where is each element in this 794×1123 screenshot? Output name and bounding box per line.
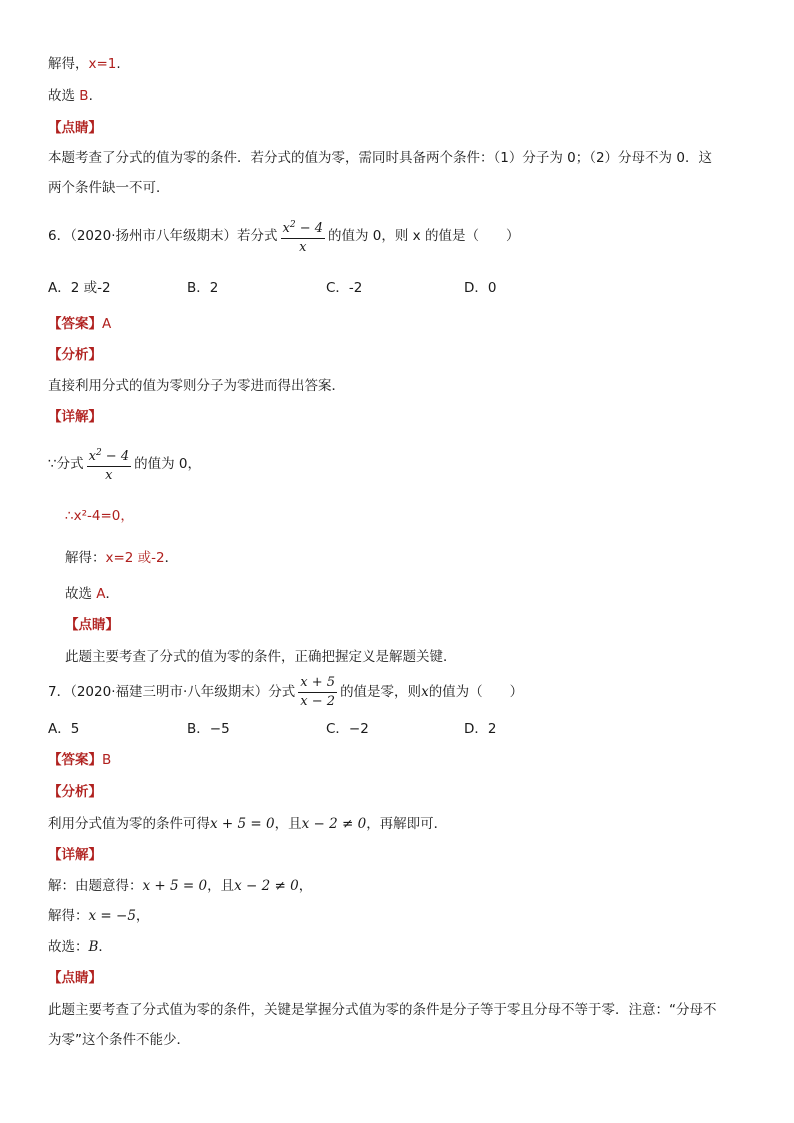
answer-value: B xyxy=(102,752,112,768)
equation: x + 5 = 0 xyxy=(142,878,208,894)
punct: ． xyxy=(98,939,112,955)
q7-detail3 xyxy=(48,937,112,957)
detail-label: 故选 xyxy=(65,586,97,602)
solve-label: 解得， xyxy=(48,56,89,72)
detail-text: ∵分式 xyxy=(48,456,84,472)
choose-value: B xyxy=(79,88,89,104)
q7-option-a: A．5 xyxy=(48,721,80,737)
analysis-text: ，且 xyxy=(274,816,302,832)
punct: . xyxy=(116,56,121,72)
q7-option-d: D．2 xyxy=(464,721,497,737)
q7-analysis-text xyxy=(48,814,447,834)
equation: x − 2 ≠ 0 xyxy=(301,816,367,832)
num-base: x xyxy=(88,448,96,464)
fraction-denominator: x xyxy=(105,467,113,483)
solve-value: x=1 xyxy=(88,56,117,72)
q6-analysis-text: 直接利用分式的值为零则分子为零进而得出答案． xyxy=(48,378,345,394)
detail-text: 的值为 0， xyxy=(134,456,201,472)
q7-comment-line1: 此题主要考查了分式值为零的条件，关键是掌握分式值为零的条件是分子等于零且分母不等于零．注意：“分母不 xyxy=(48,1002,717,1018)
fraction xyxy=(87,445,132,484)
q7-detail1 xyxy=(48,876,312,896)
num-exponent: 2 xyxy=(95,447,102,458)
num-rest: − 4 xyxy=(295,220,324,236)
detail-text: 故选： xyxy=(48,939,89,955)
analysis-text: ，再解即可． xyxy=(366,816,448,832)
q6-comment-tag: 【点睛】 xyxy=(65,617,119,633)
q6-answer-line xyxy=(48,314,111,334)
fraction xyxy=(281,217,326,256)
choose-label: 故选 xyxy=(48,88,80,104)
q6-comment-text: 此题主要考查了分式的值为零的条件，正确把握定义是解题关键． xyxy=(65,649,457,665)
stem-text: 的值为 0，则 x 的值是（ ） xyxy=(328,228,520,244)
q5-choose-line xyxy=(48,86,93,106)
equation: x + 5 = 0 xyxy=(210,816,275,832)
q7-analysis-tag: 【分析】 xyxy=(48,784,102,800)
detail-value: x=2 或-2 xyxy=(105,550,165,566)
q7-answer-line xyxy=(48,750,111,770)
q7-detail2 xyxy=(48,906,149,926)
detail-text: ，且 xyxy=(207,878,235,894)
q6-option-c: C．-2 xyxy=(326,280,363,296)
question-source: （2020·福建三明市·八年级期末） xyxy=(70,684,269,700)
detail-text: ， xyxy=(135,908,150,924)
detail-text: 解得： xyxy=(48,908,89,924)
fraction-denominator: x − 2 xyxy=(300,693,336,709)
answer-tag: 【答案】 xyxy=(48,752,102,768)
answer-tag: 【答案】 xyxy=(48,316,102,332)
num-rest: − 4 xyxy=(101,448,130,464)
q6-option-b: B．2 xyxy=(187,280,219,296)
stem-text: 的值为（ ） xyxy=(428,684,524,700)
q6-detail4 xyxy=(65,584,119,604)
detail-text: ， xyxy=(298,878,313,894)
question-number: 7． xyxy=(48,684,71,700)
question-source: （2020·扬州市八年级期末） xyxy=(70,228,237,244)
punct: ． xyxy=(105,586,120,602)
analysis-text: 利用分式值为零的条件可得 xyxy=(48,816,210,832)
q7-option-b: B．−5 xyxy=(187,721,230,737)
detail-label: 解得： xyxy=(65,550,106,566)
stem-variable: x xyxy=(421,684,429,700)
equation: x − 2 ≠ 0 xyxy=(234,878,299,894)
q6-stem xyxy=(48,216,519,256)
fraction-numerator xyxy=(87,445,132,467)
detail-value: B xyxy=(88,939,99,955)
fraction-denominator: x xyxy=(299,239,307,255)
q7-detail-tag: 【详解】 xyxy=(48,847,102,863)
question-number: 6． xyxy=(48,228,71,244)
num-exponent: 2 xyxy=(289,219,296,230)
q5-comment-line1: 本题考查了分式的值为零的条件．若分式的值为零，需同时具备两个条件：（1）分子为 0；（2）分母不为 0．这 xyxy=(48,150,712,166)
answer-value: A xyxy=(102,316,112,332)
q6-detail2: ∴x²-4=0， xyxy=(65,508,134,524)
fraction-numerator xyxy=(281,217,326,239)
detail-text: 解：由题意得： xyxy=(48,878,143,894)
q5-solve-line xyxy=(48,54,121,74)
q5-comment-tag: 【点睛】 xyxy=(48,120,102,136)
q6-option-d: D．0 xyxy=(464,280,497,296)
q5-comment-line2: 两个条件缺一不可． xyxy=(48,180,170,196)
punct: . xyxy=(88,88,93,104)
stem-text: 分式 xyxy=(268,684,296,700)
q7-option-c: C．−2 xyxy=(326,721,369,737)
equation: x = −5 xyxy=(88,908,136,924)
punct: ． xyxy=(164,550,179,566)
q6-analysis-tag: 【分析】 xyxy=(48,347,102,363)
stem-text: 若分式 xyxy=(237,228,278,244)
q6-detail3 xyxy=(65,548,178,568)
fraction xyxy=(298,675,337,710)
stem-text: 的值是零，则 xyxy=(340,684,422,700)
fraction-numerator: x + 5 xyxy=(298,675,337,693)
q7-comment-line2: 为零”这个条件不能少． xyxy=(48,1032,190,1048)
detail-value: A xyxy=(96,586,106,602)
q7-stem xyxy=(48,672,523,712)
q6-detail1 xyxy=(48,444,201,484)
num-base: x xyxy=(282,220,290,236)
q6-option-a: A．2 或-2 xyxy=(48,280,111,296)
q7-comment-tag: 【点睛】 xyxy=(48,970,102,986)
q6-detail-tag: 【详解】 xyxy=(48,409,102,425)
